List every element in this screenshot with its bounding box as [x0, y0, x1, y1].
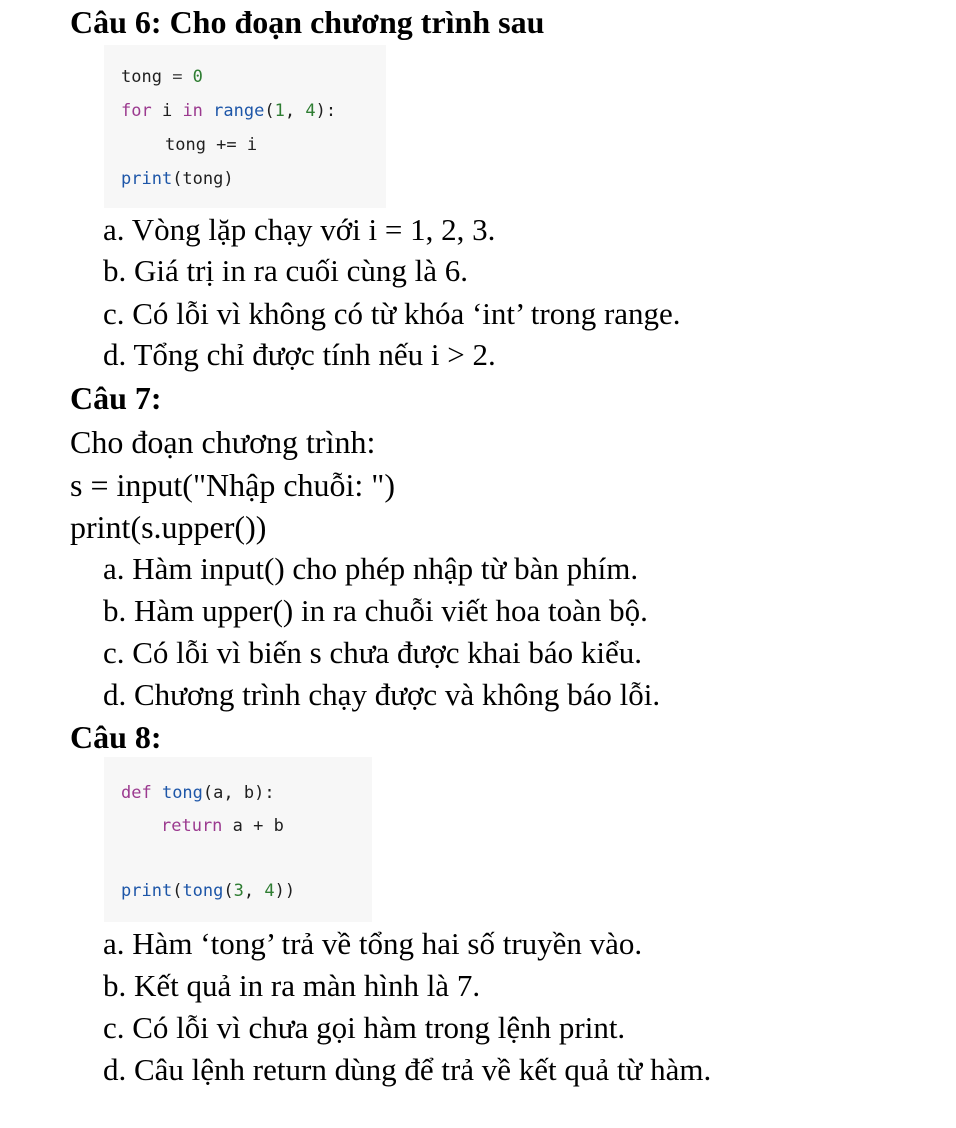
q8-option-c: c. Có lỗi vì chưa gọi hàm trong lệnh print. [103, 1010, 626, 1045]
q8-option-b: b. Kết quả in ra màn hình là 7. [103, 968, 481, 1003]
q6-code-line-3: tong += i [165, 135, 258, 155]
q7-heading: Câu 7: [70, 380, 162, 416]
q6-code-line-4: print(tong) [121, 169, 234, 189]
q8-code-block [104, 757, 372, 922]
q6-option-b: b. Giá trị in ra cuối cùng là 6. [103, 253, 469, 288]
q7-intro: Cho đoạn chương trình: [70, 424, 376, 460]
q7-option-c: c. Có lỗi vì biến s chưa được khai báo kiểu. [103, 635, 642, 670]
q8-code-line-3: print(tong(3, 4)) [121, 881, 296, 901]
q8-heading: Câu 8: [70, 719, 162, 755]
q8-option-d: d. Câu lệnh return dùng để trả về kết quả từ hàm. [103, 1052, 712, 1087]
q7-code-line-2: print(s.upper()) [70, 509, 267, 545]
q7-code-line-1: s = input("Nhập chuỗi: ") [70, 467, 396, 503]
q6-code-block [104, 45, 386, 208]
q8-code-line-2: return a + b [161, 816, 284, 836]
q6-option-c: c. Có lỗi vì không có từ khóa ‘int’ trong range. [103, 296, 681, 331]
q6-heading: Câu 6: Cho đoạn chương trình sau [70, 4, 545, 40]
q7-option-b: b. Hàm upper() in ra chuỗi viết hoa toàn bộ. [103, 593, 648, 628]
q6-option-a: a. Vòng lặp chạy với i = 1, 2, 3. [103, 212, 496, 247]
q7-option-a: a. Hàm input() cho phép nhập từ bàn phím. [103, 551, 639, 586]
q7-option-d: d. Chương trình chạy được và không báo lỗi. [103, 677, 661, 712]
q8-code-line-1: def tong(a, b): [121, 783, 275, 803]
q8-option-a: a. Hàm ‘tong’ trả về tổng hai số truyền vào. [103, 926, 643, 961]
q6-code-line-2: for i in range(1, 4): [121, 101, 337, 121]
q6-option-d: d. Tổng chỉ được tính nếu i > 2. [103, 337, 496, 372]
q6-code-line-1: tong = 0 [121, 67, 203, 87]
